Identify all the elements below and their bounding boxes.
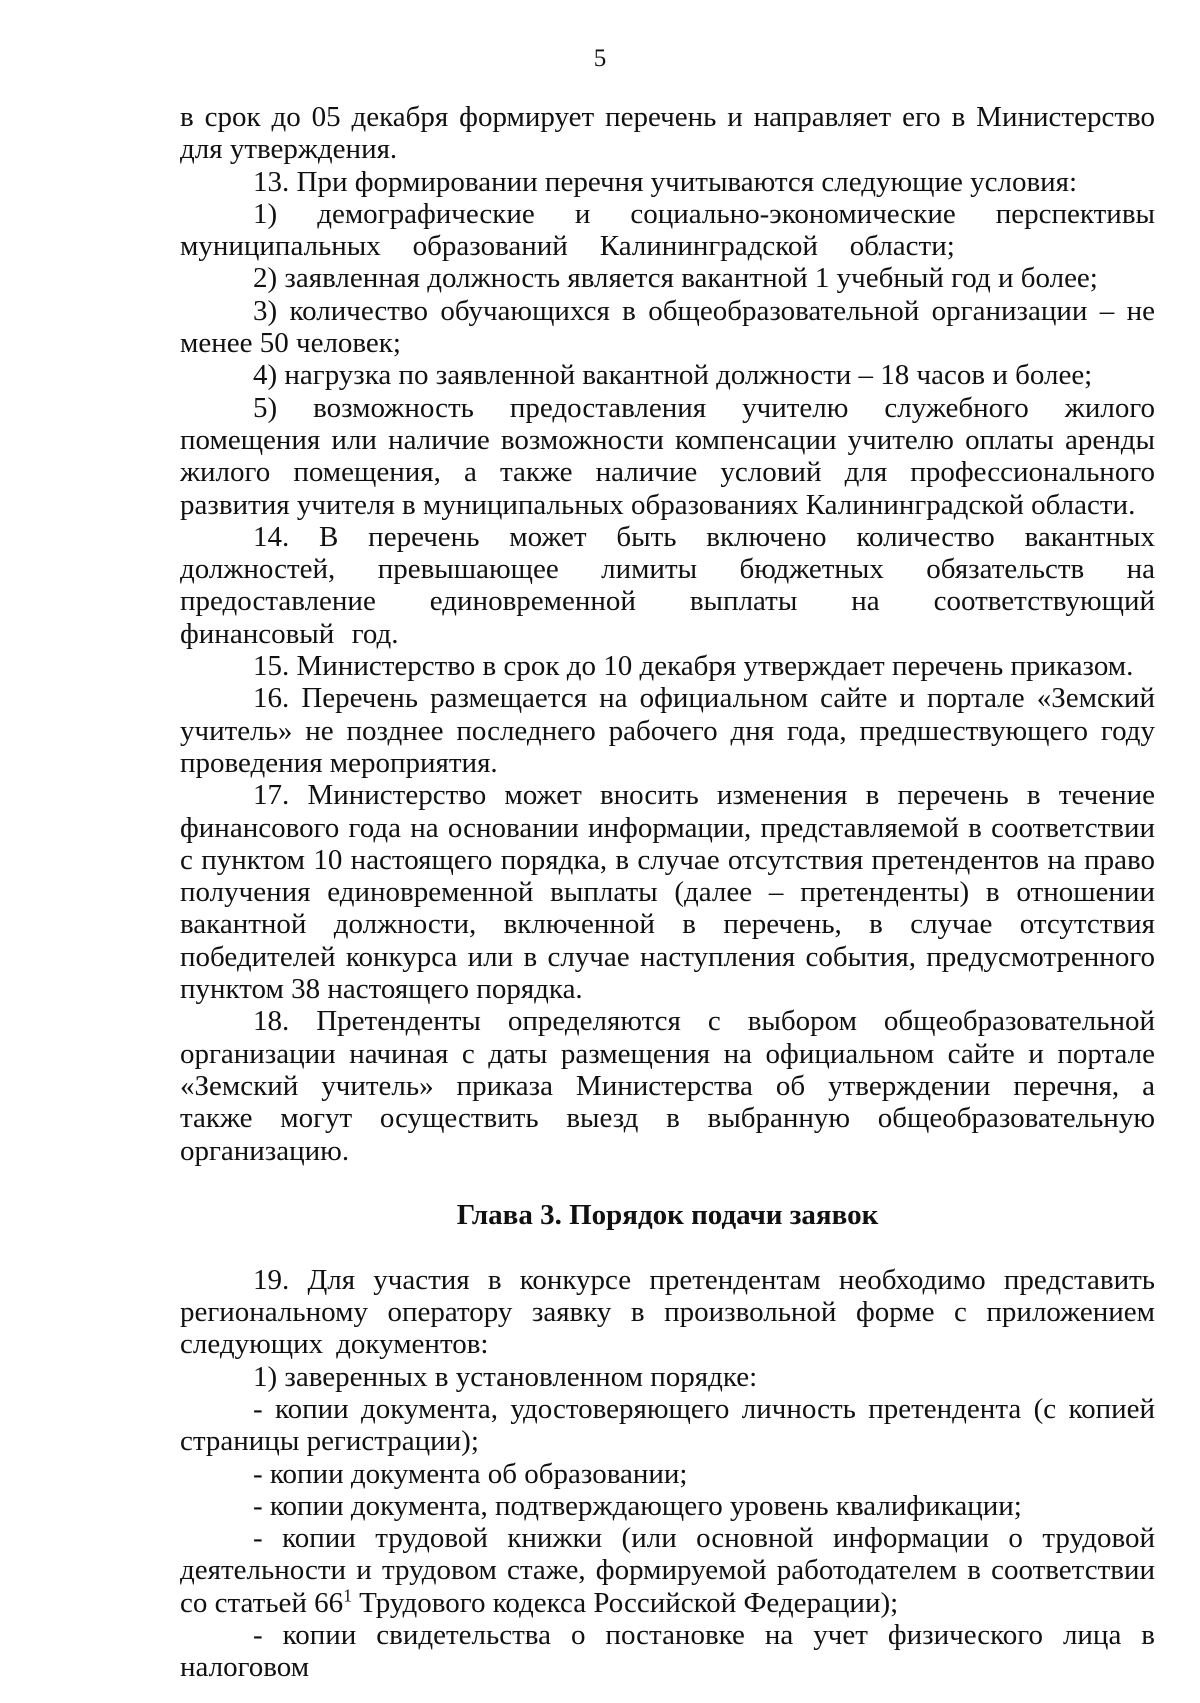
- list-item-tax-certificate: - копии свидетельства о постановке на учет физического лица в налоговом: [180, 1619, 1155, 1684]
- condition-3: 3) количество обучающихся в общеобразовательной организации – не менее 50 человек;: [180, 294, 1155, 360]
- condition-1: 1) демографические и социально-экономические перспективы муниципальных образований Калининградской области;: [180, 197, 1155, 263]
- list-item-education-doc: - копии документа об образовании;: [253, 1457, 688, 1490]
- condition-2: 2) заявленная должность является вакантной 1 учебный год и более;: [253, 262, 1098, 295]
- paragraph-15: 15. Министерство в срок до 10 декабря утверждает перечень приказом.: [253, 650, 1134, 683]
- list-item-identity-doc: - копии документа, удостоверяющего личность претендента (с копией страницы регистрации);: [180, 1392, 1155, 1458]
- paragraph-13: 13. При формировании перечня учитываются следующие условия:: [253, 165, 1078, 198]
- document-body: [180, 101, 1155, 1684]
- page-number: 5: [593, 45, 607, 72]
- labor-book-text: - копии трудовой книжки (или основной информации о трудовой деятельности и трудовом стаже, формируемой работодателем в соответствии со статьей 66: [180, 1522, 1155, 1619]
- paragraph-14: 14. В перечень может быть включено количество вакантных должностей, превышающее лимиты бюджетных обязательств на предоставление единовременной выплаты на соответствующий финансовый год.: [180, 520, 1155, 650]
- article-superscript: 1: [343, 1585, 352, 1606]
- paragraph-18: 18. Претенденты определяются с выбором общеобразовательной организации начиная с даты размещения на официальном сайте и портале «Земский учитель» приказа Министерства об утверждении перечня, а также могут осуществить выезд в выбранную общеобразовательную организацию.: [180, 1005, 1155, 1167]
- paragraph-continuation: в срок до 05 декабря формирует перечень и направляет его в Министерство для утверждения.: [180, 101, 1155, 166]
- list-item-qualification-doc: - копии документа, подтверждающего уровень квалификации;: [253, 1489, 1022, 1522]
- condition-4: 4) нагрузка по заявленной вакантной должности – 18 часов и более;: [253, 359, 1093, 392]
- list-item-labor-book: [180, 1522, 1155, 1619]
- condition-5: 5) возможность предоставления учителю служебного жилого помещения или наличие возможности компенсации учителю оплаты аренды жилого помещения, а также наличие условий для профессионального развития учителя в муниципальных образованиях Калининградской области.: [180, 391, 1155, 521]
- list-item-certified: 1) заверенных в установленном порядке:: [253, 1360, 758, 1393]
- paragraph-16: 16. Перечень размещается на официальном сайте и портале «Земский учитель» не позднее последнего рабочего дня года, предшествующего году проведения мероприятия.: [180, 682, 1155, 779]
- paragraph-19: 19. Для участия в конкурсе претендентам необходимо представить региональному оператору заявку в произвольной форме с приложением следующих документов:: [180, 1263, 1155, 1361]
- labor-book-text-end: Трудового кодекса Российской Федерации);: [351, 1586, 899, 1619]
- paragraph-17: 17. Министерство может вносить изменения в перечень в течение финансового года на основании информации, представляемой в соответствии с пунктом 10 настоящего порядка, в случае отсутствия претендентов на право получения единовременной выплаты (далее – претенденты) в отношении вакантной должности, включенной в перечень, в случае отсутствия победителей конкурса или в случае наступления события, предусмотренного пунктом 38 настоящего порядка.: [180, 779, 1155, 1006]
- chapter-heading: Глава 3. Порядок подачи заявок: [456, 1198, 879, 1231]
